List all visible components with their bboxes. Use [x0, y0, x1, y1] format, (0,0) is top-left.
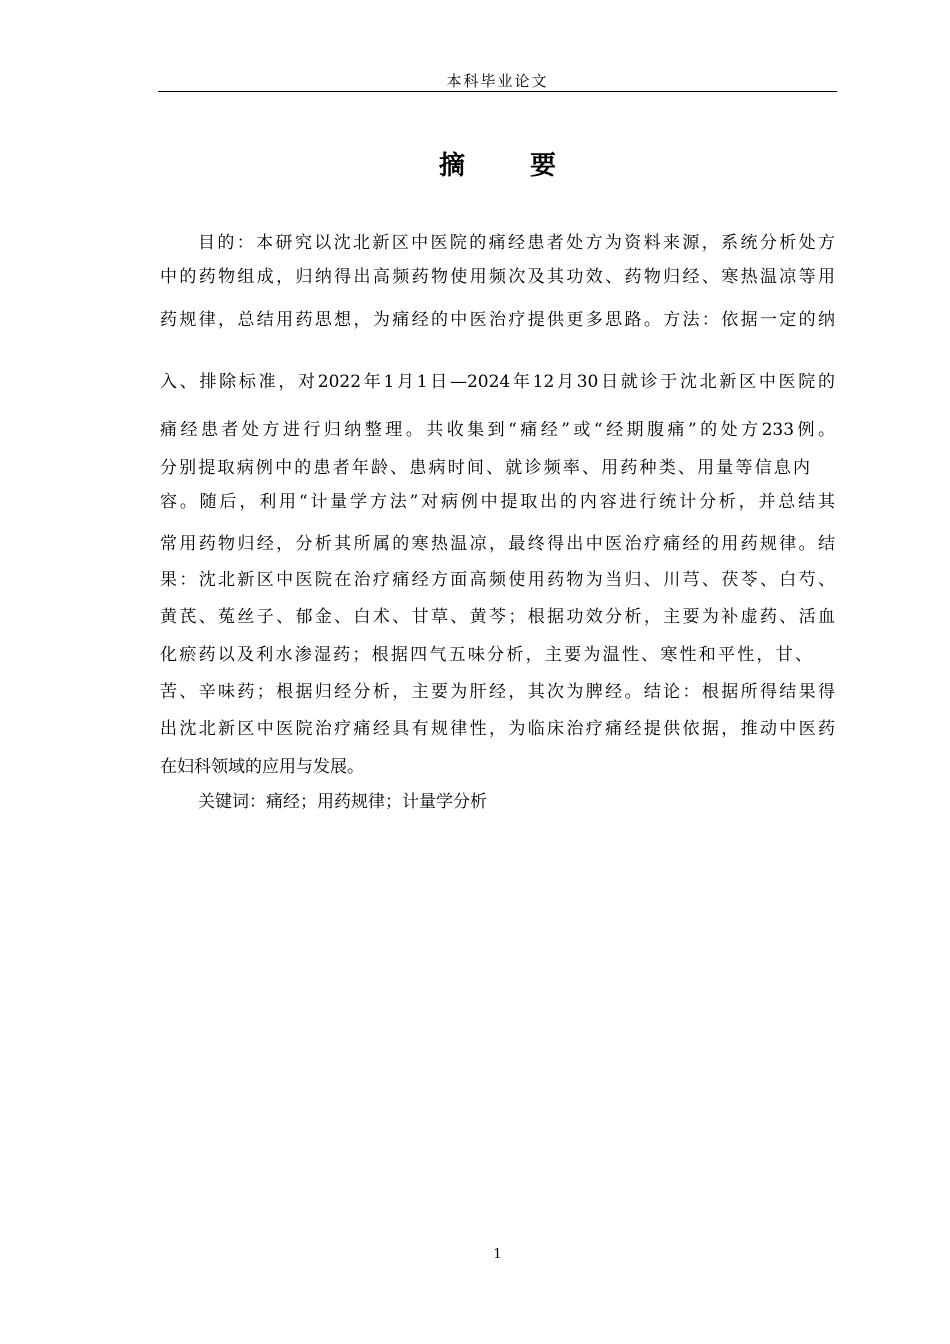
running-header: 本科毕业论文: [446, 72, 549, 90]
abstract-title: 摘 要: [438, 151, 585, 181]
abstract-line: 中的药物组成，归纳得出高频药物使用频次及其功效、药物归经、寒热温凉等用: [160, 267, 835, 287]
line-text: 依据一定的纳: [721, 310, 836, 330]
methods-label: 方法：: [663, 310, 722, 330]
line-text: 根据所得结果得: [701, 682, 836, 702]
abstract-line: 容。随后，利用“计量学方法”对病例中提取出的内容进行统计分析，并总结其: [160, 492, 835, 512]
results-label-part1: 结: [818, 534, 835, 554]
line-text: 本研究以沈北新区中医院的痛经患者处方为资料来源，系统分析处方: [256, 233, 835, 253]
keywords-label: 关键词：: [198, 792, 266, 812]
abstract-line: 在妇科领域的应用与发展。: [160, 757, 364, 777]
line-text: 沈北新区中医院在治疗痛经方面高频使用药物为当归、川芎、茯苓、白芍、: [198, 570, 836, 590]
line-text: 药规律，总结用药思想，为痛经的中医治疗提供更多思路。: [160, 310, 664, 330]
objective-label: 目的：: [198, 233, 257, 253]
abstract-line: 痛经患者处方进行归纳整理。共收集到“痛经”或“经期腹痛”的处方233例。: [160, 420, 835, 440]
abstract-line: [160, 680, 835, 704]
header-rule: [158, 91, 837, 92]
abstract-line: [198, 231, 835, 255]
abstract-line: [160, 568, 835, 592]
abstract-line: 出沈北新区中医院治疗痛经具有规律性，为临床治疗痛经提供依据，推动中医药: [160, 719, 835, 739]
abstract-line: 分别提取病例中的患者年龄、患病时间、就诊频率、用药种类、用量等信息内: [160, 458, 810, 478]
line-text: 常用药物归经，分析其所属的寒热温凉，最终得出中医治疗痛经的用药规律。: [160, 534, 818, 554]
conclusion-label: 结论：: [643, 682, 702, 702]
abstract-line: [160, 532, 835, 556]
line-text: 苦、辛味药；根据归经分析，主要为肝经，其次为脾经。: [160, 682, 644, 702]
abstract-line: 入、排除标准，对2022年1月1日—2024年12月30日就诊于沈北新区中医院的: [160, 372, 835, 392]
abstract-line: 化瘀药以及利水渗湿药；根据四气五味分析，主要为温性、寒性和平性，甘、: [160, 645, 812, 665]
page-number: 1: [493, 1247, 502, 1262]
results-label-part2: 果：: [160, 570, 199, 590]
abstract-line: [160, 308, 835, 332]
abstract-line: 黄芪、菟丝子、郁金、白术、甘草、黄芩；根据功效分析，主要为补虚药、活血: [160, 607, 835, 627]
keywords-line: [198, 790, 873, 814]
keywords-text: 痛经；用药规律；计量学分析: [266, 792, 487, 812]
